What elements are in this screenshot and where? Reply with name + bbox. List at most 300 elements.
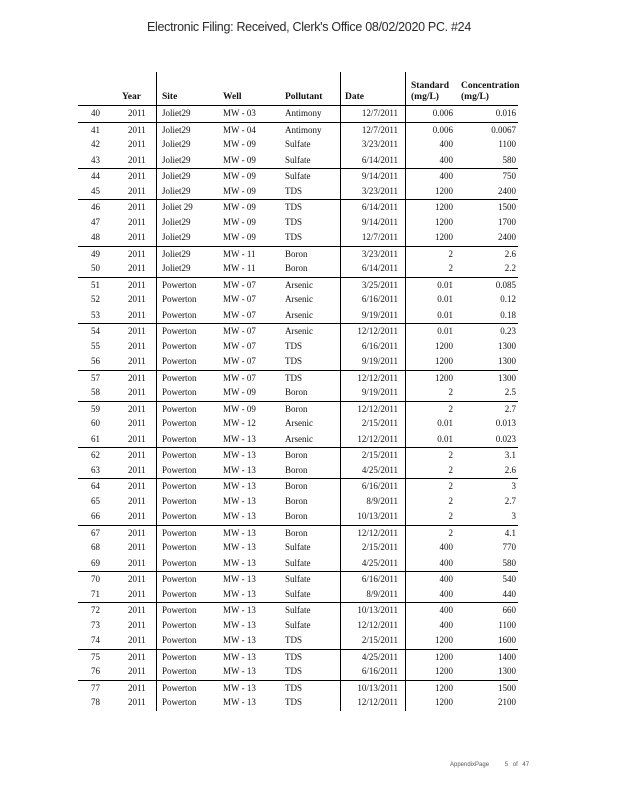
cell-year: 2011 bbox=[128, 588, 146, 599]
cell-num: 67 bbox=[91, 527, 100, 538]
cell-pollutant: TDS bbox=[285, 340, 303, 351]
table-row bbox=[78, 664, 518, 680]
cell-standard: 400 bbox=[439, 588, 453, 599]
cell-date: 12/12/2011 bbox=[357, 433, 398, 444]
cell-num: 52 bbox=[91, 294, 100, 304]
cell-pollutant: Arsenic bbox=[285, 294, 313, 304]
cell-year: 2011 bbox=[128, 481, 146, 491]
cell-standard: 1200 bbox=[435, 185, 453, 196]
cell-year: 2011 bbox=[128, 248, 146, 259]
cell-conc: 2.7 bbox=[504, 403, 516, 414]
col-year: Year bbox=[122, 92, 141, 102]
cell-conc: 0.0067 bbox=[491, 124, 516, 135]
cell-well: MW - 12 bbox=[223, 418, 256, 428]
cell-pollutant: Arsenic bbox=[285, 418, 313, 428]
cell-num: 60 bbox=[91, 418, 100, 428]
table-row bbox=[78, 432, 518, 448]
cell-date: 10/13/2011 bbox=[357, 511, 398, 521]
cell-pollutant: TDS bbox=[285, 185, 303, 196]
cell-site: Powerton bbox=[162, 294, 197, 304]
cell-year: 2011 bbox=[128, 263, 146, 273]
cell-pollutant: TDS bbox=[285, 635, 303, 645]
cell-site: Powerton bbox=[162, 542, 197, 552]
table-row bbox=[78, 215, 518, 231]
cell-conc: 2.6 bbox=[504, 248, 516, 259]
table-row bbox=[78, 122, 518, 138]
cell-site: Powerton bbox=[162, 527, 197, 538]
pollutant-table bbox=[78, 72, 518, 711]
table-row bbox=[78, 246, 518, 262]
cell-year: 2011 bbox=[128, 542, 146, 552]
cell-standard: 400 bbox=[439, 139, 453, 149]
table-row bbox=[78, 168, 518, 184]
cell-year: 2011 bbox=[128, 326, 146, 336]
cell-well: MW - 13 bbox=[223, 574, 256, 584]
cell-year: 2011 bbox=[128, 372, 146, 383]
cell-standard: 1200 bbox=[435, 202, 453, 212]
cell-well: MW - 07 bbox=[223, 372, 256, 383]
cell-pollutant: Boron bbox=[285, 511, 308, 521]
cell-conc: 1300 bbox=[498, 340, 516, 351]
cell-year: 2011 bbox=[128, 356, 146, 366]
table-row bbox=[78, 571, 518, 587]
cell-conc: 1700 bbox=[498, 216, 516, 227]
cell-pollutant: Sulfate bbox=[285, 619, 311, 630]
table-row bbox=[78, 292, 518, 308]
cell-date: 8/9/2011 bbox=[366, 588, 398, 599]
cell-num: 42 bbox=[91, 139, 100, 149]
cell-standard: 2 bbox=[448, 481, 453, 491]
cell-num: 74 bbox=[91, 635, 100, 645]
cell-date: 6/16/2011 bbox=[361, 294, 398, 304]
header-divider-standard bbox=[405, 72, 406, 105]
cell-site: Joliet 29 bbox=[162, 202, 193, 212]
cell-site: Powerton bbox=[162, 326, 197, 336]
cell-year: 2011 bbox=[128, 511, 146, 521]
cell-standard: 0.006 bbox=[432, 124, 453, 135]
cell-date: 12/12/2011 bbox=[357, 697, 398, 707]
cell-well: MW - 07 bbox=[223, 279, 256, 290]
cell-num: 72 bbox=[91, 605, 100, 615]
cell-site: Powerton bbox=[162, 574, 197, 584]
cell-pollutant: Boron bbox=[285, 464, 308, 475]
cell-site: Powerton bbox=[162, 666, 197, 676]
cell-date: 9/14/2011 bbox=[361, 171, 398, 181]
cell-date: 6/16/2011 bbox=[361, 481, 398, 491]
cell-well: MW - 09 bbox=[223, 154, 256, 165]
cell-conc: 4.1 bbox=[504, 527, 516, 538]
cell-num: 66 bbox=[91, 511, 100, 521]
table-header bbox=[78, 72, 518, 106]
table-row bbox=[78, 385, 518, 401]
cell-num: 76 bbox=[91, 666, 100, 676]
cell-year: 2011 bbox=[128, 309, 146, 320]
cell-standard: 400 bbox=[439, 557, 453, 568]
cell-conc: 0.12 bbox=[500, 294, 516, 304]
column-divider bbox=[156, 106, 157, 711]
table-row bbox=[78, 540, 518, 556]
cell-year: 2011 bbox=[128, 605, 146, 615]
cell-well: MW - 09 bbox=[223, 185, 256, 196]
cell-year: 2011 bbox=[128, 682, 146, 693]
cell-num: 41 bbox=[91, 124, 100, 135]
cell-well: MW - 09 bbox=[223, 171, 256, 181]
cell-num: 47 bbox=[91, 216, 100, 227]
cell-year: 2011 bbox=[128, 619, 146, 630]
col-standard bbox=[411, 81, 449, 103]
cell-site: Joliet29 bbox=[162, 124, 191, 135]
cell-year: 2011 bbox=[128, 651, 146, 662]
cell-year: 2011 bbox=[128, 154, 146, 165]
cell-site: Powerton bbox=[162, 619, 197, 630]
cell-conc: 770 bbox=[502, 542, 516, 552]
col-concentration bbox=[461, 81, 520, 103]
cell-num: 71 bbox=[91, 588, 100, 599]
cell-date: 9/19/2011 bbox=[361, 309, 398, 320]
cell-num: 64 bbox=[91, 481, 100, 491]
table-row bbox=[78, 370, 518, 386]
filing-header-text: Electronic Filing: Received, Clerk's Office 08/02/2020 PC. #24 bbox=[146, 20, 471, 34]
table-row bbox=[78, 587, 518, 603]
cell-num: 48 bbox=[91, 232, 100, 242]
cell-year: 2011 bbox=[128, 171, 146, 181]
cell-date: 2/15/2011 bbox=[361, 635, 398, 645]
table-row bbox=[78, 525, 518, 541]
cell-site: Powerton bbox=[162, 387, 197, 397]
col-pollutant: Pollutant bbox=[285, 92, 323, 102]
cell-pollutant: Boron bbox=[285, 481, 308, 491]
cell-well: MW - 09 bbox=[223, 387, 256, 397]
cell-well: MW - 11 bbox=[223, 248, 256, 259]
col-conc-line2: (mg/L) bbox=[461, 92, 489, 102]
cell-num: 69 bbox=[91, 557, 100, 568]
cell-conc: 1100 bbox=[498, 619, 516, 630]
footer-total: 47 bbox=[522, 762, 530, 768]
cell-conc: 3 bbox=[511, 481, 516, 491]
cell-year: 2011 bbox=[128, 697, 146, 707]
table-row bbox=[78, 494, 518, 510]
cell-conc: 2400 bbox=[498, 232, 516, 242]
cell-pollutant: Arsenic bbox=[285, 309, 313, 320]
cell-num: 51 bbox=[91, 279, 100, 290]
table-row bbox=[78, 261, 518, 277]
cell-site: Powerton bbox=[162, 605, 197, 615]
cell-standard: 1200 bbox=[435, 666, 453, 676]
cell-standard: 1200 bbox=[435, 651, 453, 662]
cell-num: 40 bbox=[91, 108, 100, 118]
cell-year: 2011 bbox=[128, 202, 146, 212]
cell-num: 43 bbox=[91, 154, 100, 165]
cell-well: MW - 13 bbox=[223, 651, 256, 662]
cell-conc: 0.23 bbox=[500, 326, 516, 336]
cell-year: 2011 bbox=[128, 418, 146, 428]
cell-num: 77 bbox=[91, 682, 100, 693]
table-row bbox=[78, 153, 518, 169]
table-row bbox=[78, 184, 518, 200]
cell-date: 4/25/2011 bbox=[361, 464, 398, 475]
cell-well: MW - 13 bbox=[223, 495, 256, 506]
cell-standard: 0.01 bbox=[437, 294, 453, 304]
cell-date: 9/14/2011 bbox=[361, 216, 398, 227]
cell-pollutant: Boron bbox=[285, 263, 308, 273]
cell-conc: 3.1 bbox=[504, 450, 516, 460]
cell-well: MW - 07 bbox=[223, 309, 256, 320]
table-row bbox=[78, 463, 518, 479]
cell-conc: 2.2 bbox=[504, 263, 516, 273]
cell-conc: 750 bbox=[502, 171, 516, 181]
cell-date: 2/15/2011 bbox=[361, 450, 398, 460]
cell-well: MW - 13 bbox=[223, 588, 256, 599]
col-standard-line2: (mg/L) bbox=[411, 92, 439, 102]
cell-pollutant: Sulfate bbox=[285, 588, 311, 599]
cell-pollutant: Sulfate bbox=[285, 557, 311, 568]
cell-pollutant: Boron bbox=[285, 403, 308, 414]
cell-site: Powerton bbox=[162, 309, 197, 320]
cell-standard: 2 bbox=[448, 248, 453, 259]
cell-date: 6/14/2011 bbox=[361, 154, 398, 165]
cell-site: Powerton bbox=[162, 697, 197, 707]
cell-num: 56 bbox=[91, 356, 100, 366]
cell-well: MW - 09 bbox=[223, 202, 256, 212]
cell-site: Powerton bbox=[162, 340, 197, 351]
cell-site: Powerton bbox=[162, 279, 197, 290]
cell-site: Powerton bbox=[162, 450, 197, 460]
cell-standard: 400 bbox=[439, 154, 453, 165]
cell-date: 10/13/2011 bbox=[357, 682, 398, 693]
cell-well: MW - 13 bbox=[223, 619, 256, 630]
table-row bbox=[78, 199, 518, 215]
cell-num: 78 bbox=[91, 697, 100, 707]
cell-pollutant: TDS bbox=[285, 651, 303, 662]
table-body bbox=[78, 106, 518, 711]
cell-site: Powerton bbox=[162, 481, 197, 491]
table-row bbox=[78, 323, 518, 339]
table-row bbox=[78, 106, 518, 122]
cell-pollutant: Sulfate bbox=[285, 139, 311, 149]
cell-well: MW - 07 bbox=[223, 340, 256, 351]
cell-conc: 580 bbox=[502, 557, 516, 568]
cell-well: MW - 09 bbox=[223, 403, 256, 414]
cell-year: 2011 bbox=[128, 495, 146, 506]
column-divider bbox=[340, 106, 341, 711]
table-row bbox=[78, 556, 518, 572]
cell-date: 4/25/2011 bbox=[361, 557, 398, 568]
cell-standard: 2 bbox=[448, 495, 453, 506]
cell-year: 2011 bbox=[128, 279, 146, 290]
cell-standard: 2 bbox=[448, 403, 453, 414]
cell-pollutant: Sulfate bbox=[285, 574, 311, 584]
cell-conc: 1500 bbox=[498, 682, 516, 693]
cell-pollutant: TDS bbox=[285, 356, 303, 366]
cell-date: 12/12/2011 bbox=[357, 403, 398, 414]
table-row bbox=[78, 339, 518, 355]
cell-year: 2011 bbox=[128, 340, 146, 351]
cell-pollutant: TDS bbox=[285, 372, 303, 383]
cell-conc: 0.18 bbox=[500, 309, 516, 320]
cell-site: Powerton bbox=[162, 511, 197, 521]
cell-pollutant: Arsenic bbox=[285, 279, 313, 290]
cell-standard: 1200 bbox=[435, 216, 453, 227]
table-row bbox=[78, 680, 518, 696]
cell-conc: 580 bbox=[502, 154, 516, 165]
table-row bbox=[78, 618, 518, 634]
cell-site: Joliet29 bbox=[162, 139, 191, 149]
cell-date: 9/19/2011 bbox=[361, 356, 398, 366]
cell-conc: 1400 bbox=[498, 651, 516, 662]
cell-standard: 1200 bbox=[435, 372, 453, 383]
cell-site: Powerton bbox=[162, 651, 197, 662]
cell-standard: 0.01 bbox=[437, 433, 453, 444]
cell-standard: 1200 bbox=[435, 356, 453, 366]
cell-num: 58 bbox=[91, 387, 100, 397]
cell-pollutant: Boron bbox=[285, 387, 308, 397]
cell-well: MW - 04 bbox=[223, 124, 256, 135]
cell-pollutant: Arsenic bbox=[285, 433, 313, 444]
cell-well: MW - 07 bbox=[223, 326, 256, 336]
cell-standard: 400 bbox=[439, 605, 453, 615]
cell-standard: 1200 bbox=[435, 682, 453, 693]
cell-pollutant: TDS bbox=[285, 216, 303, 227]
cell-standard: 2 bbox=[448, 450, 453, 460]
cell-conc: 0.085 bbox=[495, 279, 516, 290]
cell-conc: 1300 bbox=[498, 666, 516, 676]
cell-standard: 1200 bbox=[435, 232, 453, 242]
cell-standard: 2 bbox=[448, 527, 453, 538]
cell-date: 6/16/2011 bbox=[361, 340, 398, 351]
cell-num: 65 bbox=[91, 495, 100, 506]
cell-year: 2011 bbox=[128, 574, 146, 584]
cell-well: MW - 09 bbox=[223, 232, 256, 242]
cell-date: 12/7/2011 bbox=[361, 124, 398, 135]
cell-site: Powerton bbox=[162, 682, 197, 693]
cell-site: Powerton bbox=[162, 464, 197, 475]
cell-pollutant: Boron bbox=[285, 527, 308, 538]
cell-num: 49 bbox=[91, 248, 100, 259]
cell-date: 6/14/2011 bbox=[361, 263, 398, 273]
table-row bbox=[78, 277, 518, 293]
cell-well: MW - 13 bbox=[223, 542, 256, 552]
cell-well: MW - 13 bbox=[223, 481, 256, 491]
cell-conc: 660 bbox=[502, 605, 516, 615]
cell-site: Joliet29 bbox=[162, 263, 191, 273]
cell-site: Powerton bbox=[162, 635, 197, 645]
cell-well: MW - 13 bbox=[223, 666, 256, 676]
cell-standard: 0.01 bbox=[437, 309, 453, 320]
header-divider-site bbox=[156, 72, 157, 105]
cell-date: 2/15/2011 bbox=[361, 542, 398, 552]
cell-pollutant: TDS bbox=[285, 682, 303, 693]
cell-pollutant: Boron bbox=[285, 450, 308, 460]
cell-standard: 1200 bbox=[435, 697, 453, 707]
cell-year: 2011 bbox=[128, 527, 146, 538]
cell-well: MW - 13 bbox=[223, 527, 256, 538]
cell-date: 12/7/2011 bbox=[361, 108, 398, 118]
cell-site: Powerton bbox=[162, 557, 197, 568]
col-well: Well bbox=[223, 92, 242, 102]
cell-conc: 0.023 bbox=[495, 433, 516, 444]
cell-conc: 1500 bbox=[498, 202, 516, 212]
cell-conc: 1300 bbox=[498, 372, 516, 383]
cell-conc: 2100 bbox=[498, 697, 516, 707]
cell-conc: 0.013 bbox=[495, 418, 516, 428]
cell-site: Joliet29 bbox=[162, 232, 191, 242]
cell-num: 61 bbox=[91, 433, 100, 444]
cell-site: Joliet29 bbox=[162, 216, 191, 227]
cell-site: Joliet29 bbox=[162, 108, 191, 118]
cell-year: 2011 bbox=[128, 216, 146, 227]
cell-year: 2011 bbox=[128, 139, 146, 149]
cell-standard: 0.01 bbox=[437, 418, 453, 428]
cell-year: 2011 bbox=[128, 387, 146, 397]
cell-standard: 400 bbox=[439, 542, 453, 552]
cell-site: Joliet29 bbox=[162, 248, 191, 259]
cell-well: MW - 13 bbox=[223, 697, 256, 707]
col-standard-line1: Standard bbox=[411, 81, 450, 91]
cell-conc: 440 bbox=[502, 588, 516, 599]
cell-year: 2011 bbox=[128, 124, 146, 135]
cell-well: MW - 09 bbox=[223, 139, 256, 149]
table-row bbox=[78, 401, 518, 417]
cell-pollutant: Antimony bbox=[285, 124, 322, 135]
cell-date: 9/19/2011 bbox=[361, 387, 398, 397]
cell-date: 3/25/2011 bbox=[361, 279, 398, 290]
table-row bbox=[78, 308, 518, 324]
cell-year: 2011 bbox=[128, 108, 146, 118]
cell-conc: 540 bbox=[502, 574, 516, 584]
cell-site: Powerton bbox=[162, 495, 197, 506]
cell-standard: 400 bbox=[439, 171, 453, 181]
cell-pollutant: Boron bbox=[285, 248, 308, 259]
table-row bbox=[78, 137, 518, 153]
cell-date: 12/7/2011 bbox=[361, 232, 398, 242]
cell-site: Joliet29 bbox=[162, 154, 191, 165]
cell-year: 2011 bbox=[128, 557, 146, 568]
cell-num: 62 bbox=[91, 450, 100, 460]
cell-well: MW - 13 bbox=[223, 557, 256, 568]
cell-site: Powerton bbox=[162, 372, 197, 383]
cell-pollutant: Sulfate bbox=[285, 605, 311, 615]
cell-pollutant: TDS bbox=[285, 202, 303, 212]
cell-pollutant: Sulfate bbox=[285, 542, 311, 552]
cell-well: MW - 13 bbox=[223, 450, 256, 460]
cell-standard: 0.01 bbox=[437, 279, 453, 290]
table-row bbox=[78, 354, 518, 370]
cell-pollutant: TDS bbox=[285, 697, 303, 707]
footer-page: 5 bbox=[504, 762, 509, 768]
cell-conc: 2.7 bbox=[504, 495, 516, 506]
cell-year: 2011 bbox=[128, 294, 146, 304]
cell-standard: 0.01 bbox=[437, 326, 453, 336]
cell-year: 2011 bbox=[128, 433, 146, 444]
cell-well: MW - 13 bbox=[223, 511, 256, 521]
cell-year: 2011 bbox=[128, 666, 146, 676]
cell-standard: 1200 bbox=[435, 635, 453, 645]
cell-well: MW - 13 bbox=[223, 605, 256, 615]
column-divider bbox=[405, 106, 406, 711]
cell-pollutant: Sulfate bbox=[285, 154, 311, 165]
cell-num: 57 bbox=[91, 372, 100, 383]
cell-conc: 2.5 bbox=[504, 387, 516, 397]
cell-site: Powerton bbox=[162, 588, 197, 599]
cell-num: 75 bbox=[91, 651, 100, 662]
cell-num: 54 bbox=[91, 326, 100, 336]
cell-well: MW - 09 bbox=[223, 216, 256, 227]
cell-standard: 2 bbox=[448, 387, 453, 397]
col-date: Date bbox=[345, 92, 364, 102]
cell-well: MW - 13 bbox=[223, 433, 256, 444]
cell-well: MW - 03 bbox=[223, 108, 256, 118]
cell-num: 50 bbox=[91, 263, 100, 273]
